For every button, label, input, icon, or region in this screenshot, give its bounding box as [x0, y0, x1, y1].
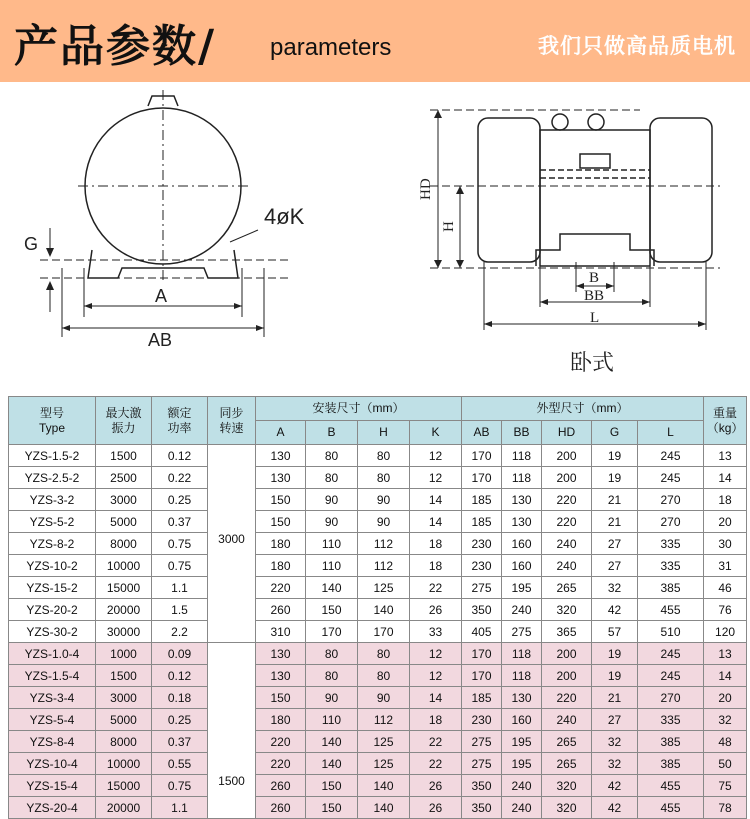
value-cell: 270 — [638, 489, 704, 511]
value-cell: 220 — [256, 731, 306, 753]
value-cell: 12 — [410, 445, 462, 467]
value-cell: 220 — [542, 489, 592, 511]
value-cell: 0.25 — [152, 489, 208, 511]
value-cell: 10000 — [96, 753, 152, 775]
value-cell: 0.37 — [152, 731, 208, 753]
value-cell: 42 — [592, 797, 638, 819]
value-cell: 32 — [592, 731, 638, 753]
table-row — [9, 665, 747, 687]
model-cell: YZS-1.0-4 — [9, 643, 96, 665]
value-cell: 80 — [306, 643, 358, 665]
value-cell: 260 — [256, 599, 306, 621]
model-cell: YZS-8-2 — [9, 533, 96, 555]
diagram-caption: 卧式 — [570, 350, 615, 375]
page-title-en: parameters — [270, 34, 392, 61]
value-cell: 14 — [410, 489, 462, 511]
header-outline: 外型尺寸（mm） — [462, 397, 704, 421]
value-cell: 385 — [638, 753, 704, 775]
value-cell: 31 — [704, 555, 747, 577]
value-cell: 455 — [638, 797, 704, 819]
value-cell: 220 — [256, 753, 306, 775]
label-hd: HD — [418, 178, 434, 200]
value-cell: 118 — [502, 467, 542, 489]
value-cell: 405 — [462, 621, 502, 643]
value-cell: 12 — [410, 643, 462, 665]
model-cell: YZS-20-2 — [9, 599, 96, 621]
value-cell: 1.5 — [152, 599, 208, 621]
value-cell: 335 — [638, 533, 704, 555]
value-cell: 32 — [704, 709, 747, 731]
value-cell: 27 — [592, 555, 638, 577]
value-cell: 240 — [542, 555, 592, 577]
side-view — [430, 110, 720, 330]
model-cell: YZS-8-4 — [9, 731, 96, 753]
header-sub-k: K — [410, 421, 462, 445]
sync-speed-cell: 3000 — [208, 445, 256, 643]
value-cell: 160 — [502, 533, 542, 555]
value-cell: 20000 — [96, 599, 152, 621]
value-cell: 26 — [410, 775, 462, 797]
value-cell: 0.12 — [152, 665, 208, 687]
table-row — [9, 687, 747, 709]
value-cell: 140 — [358, 775, 410, 797]
value-cell: 270 — [638, 511, 704, 533]
value-cell: 13 — [704, 643, 747, 665]
value-cell: 150 — [306, 775, 358, 797]
value-cell: 140 — [306, 577, 358, 599]
label-g: G — [24, 234, 39, 254]
value-cell: 130 — [256, 445, 306, 467]
value-cell: 14 — [410, 511, 462, 533]
value-cell: 245 — [638, 445, 704, 467]
value-cell: 170 — [462, 643, 502, 665]
table-row — [9, 797, 747, 819]
value-cell: 1.1 — [152, 797, 208, 819]
value-cell: 275 — [462, 577, 502, 599]
value-cell: 350 — [462, 599, 502, 621]
value-cell: 195 — [502, 753, 542, 775]
value-cell: 80 — [358, 643, 410, 665]
value-cell: 1500 — [96, 665, 152, 687]
value-cell: 240 — [542, 709, 592, 731]
value-cell: 80 — [358, 665, 410, 687]
value-cell: 20000 — [96, 797, 152, 819]
table-row — [9, 709, 747, 731]
value-cell: 2.2 — [152, 621, 208, 643]
header-force: 最大激 振力 — [96, 397, 152, 445]
value-cell: 18 — [704, 489, 747, 511]
value-cell: 80 — [306, 665, 358, 687]
value-cell: 90 — [358, 489, 410, 511]
value-cell: 120 — [704, 621, 747, 643]
table-row — [9, 555, 747, 577]
value-cell: 180 — [256, 709, 306, 731]
value-cell: 170 — [306, 621, 358, 643]
value-cell: 240 — [502, 797, 542, 819]
value-cell: 112 — [358, 533, 410, 555]
header-sub-bb: BB — [502, 421, 542, 445]
model-cell: YZS-5-2 — [9, 511, 96, 533]
model-cell: YZS-3-2 — [9, 489, 96, 511]
value-cell: 15000 — [96, 577, 152, 599]
value-cell: 19 — [592, 665, 638, 687]
value-cell: 90 — [306, 489, 358, 511]
value-cell: 245 — [638, 643, 704, 665]
value-cell: 185 — [462, 687, 502, 709]
value-cell: 1.1 — [152, 577, 208, 599]
header-weight: 重量 （kg） — [704, 397, 747, 445]
header-model: 型号 Type — [9, 397, 96, 445]
value-cell: 170 — [462, 665, 502, 687]
value-cell: 270 — [638, 687, 704, 709]
value-cell: 0.75 — [152, 533, 208, 555]
value-cell: 80 — [306, 467, 358, 489]
header-sub-h: H — [358, 421, 410, 445]
value-cell: 22 — [410, 731, 462, 753]
value-cell: 112 — [358, 555, 410, 577]
value-cell: 26 — [410, 797, 462, 819]
value-cell: 130 — [256, 643, 306, 665]
value-cell: 14 — [704, 665, 747, 687]
value-cell: 19 — [592, 445, 638, 467]
header-sync: 同步 转速 — [208, 397, 256, 445]
value-cell: 170 — [462, 467, 502, 489]
table-row — [9, 643, 747, 665]
table-row — [9, 753, 747, 775]
value-cell: 20 — [704, 687, 747, 709]
value-cell: 185 — [462, 511, 502, 533]
header-install: 安装尺寸（mm） — [256, 397, 462, 421]
value-cell: 320 — [542, 599, 592, 621]
value-cell: 265 — [542, 577, 592, 599]
value-cell: 150 — [256, 489, 306, 511]
value-cell: 8000 — [96, 533, 152, 555]
value-cell: 32 — [592, 753, 638, 775]
value-cell: 230 — [462, 533, 502, 555]
value-cell: 130 — [256, 665, 306, 687]
label-h: H — [441, 221, 457, 232]
value-cell: 22 — [410, 753, 462, 775]
header-sub-a: A — [256, 421, 306, 445]
value-cell: 12 — [410, 665, 462, 687]
model-cell: YZS-20-4 — [9, 797, 96, 819]
value-cell: 50 — [704, 753, 747, 775]
value-cell: 118 — [502, 445, 542, 467]
label-bb: BB — [584, 288, 605, 304]
value-cell: 310 — [256, 621, 306, 643]
value-cell: 1000 — [96, 643, 152, 665]
model-cell: YZS-1.5-2 — [9, 445, 96, 467]
value-cell: 48 — [704, 731, 747, 753]
value-cell: 335 — [638, 709, 704, 731]
value-cell: 13 — [704, 445, 747, 467]
value-cell: 0.55 — [152, 753, 208, 775]
value-cell: 80 — [358, 445, 410, 467]
value-cell: 110 — [306, 709, 358, 731]
value-cell: 150 — [256, 687, 306, 709]
value-cell: 150 — [306, 797, 358, 819]
value-cell: 130 — [502, 489, 542, 511]
value-cell: 21 — [592, 687, 638, 709]
value-cell: 220 — [542, 511, 592, 533]
value-cell: 18 — [410, 533, 462, 555]
header-banner — [0, 0, 750, 82]
value-cell: 195 — [502, 577, 542, 599]
value-cell: 140 — [358, 797, 410, 819]
value-cell: 125 — [358, 577, 410, 599]
table-row — [9, 533, 747, 555]
value-cell: 22 — [410, 577, 462, 599]
value-cell: 90 — [358, 687, 410, 709]
value-cell: 240 — [502, 599, 542, 621]
table-row — [9, 577, 747, 599]
value-cell: 0.37 — [152, 511, 208, 533]
value-cell: 130 — [502, 511, 542, 533]
value-cell: 230 — [462, 709, 502, 731]
value-cell: 455 — [638, 599, 704, 621]
value-cell: 5000 — [96, 511, 152, 533]
value-cell: 160 — [502, 555, 542, 577]
value-cell: 125 — [358, 753, 410, 775]
value-cell: 170 — [358, 621, 410, 643]
value-cell: 14 — [704, 467, 747, 489]
page-title: 产品参数/ — [14, 21, 217, 72]
value-cell: 350 — [462, 797, 502, 819]
label-ab: AB — [148, 330, 173, 350]
value-cell: 200 — [542, 665, 592, 687]
header-sub-g: G — [592, 421, 638, 445]
label-k: 4øK — [264, 204, 305, 229]
value-cell: 26 — [410, 599, 462, 621]
value-cell: 12 — [410, 467, 462, 489]
value-cell: 385 — [638, 577, 704, 599]
value-cell: 320 — [542, 775, 592, 797]
value-cell: 385 — [638, 731, 704, 753]
value-cell: 118 — [502, 665, 542, 687]
value-cell: 18 — [410, 709, 462, 731]
value-cell: 80 — [358, 467, 410, 489]
label-a: A — [155, 286, 168, 306]
label-l: L — [590, 310, 600, 326]
value-cell: 2500 — [96, 467, 152, 489]
header-sub-hd: HD — [542, 421, 592, 445]
value-cell: 260 — [256, 797, 306, 819]
table-row — [9, 467, 747, 489]
value-cell: 27 — [592, 709, 638, 731]
value-cell: 27 — [592, 533, 638, 555]
value-cell: 42 — [592, 775, 638, 797]
value-cell: 0.75 — [152, 555, 208, 577]
value-cell: 140 — [306, 731, 358, 753]
table-row — [9, 511, 747, 533]
value-cell: 10000 — [96, 555, 152, 577]
value-cell: 0.75 — [152, 775, 208, 797]
model-cell: YZS-5-4 — [9, 709, 96, 731]
value-cell: 57 — [592, 621, 638, 643]
value-cell: 19 — [592, 643, 638, 665]
header-power: 额定 功率 — [152, 397, 208, 445]
value-cell: 200 — [542, 643, 592, 665]
value-cell: 200 — [542, 445, 592, 467]
dimension-diagram — [0, 82, 750, 390]
value-cell: 275 — [462, 753, 502, 775]
parameters-table — [8, 396, 747, 819]
value-cell: 170 — [462, 445, 502, 467]
value-cell: 240 — [542, 533, 592, 555]
slogan: 我们只做高品质电机 — [538, 34, 736, 58]
value-cell: 21 — [592, 489, 638, 511]
value-cell: 0.18 — [152, 687, 208, 709]
value-cell: 90 — [306, 687, 358, 709]
value-cell: 112 — [358, 709, 410, 731]
value-cell: 1500 — [96, 445, 152, 467]
value-cell: 90 — [358, 511, 410, 533]
value-cell: 0.12 — [152, 445, 208, 467]
header-sub-l: L — [638, 421, 704, 445]
value-cell: 14 — [410, 687, 462, 709]
value-cell: 42 — [592, 599, 638, 621]
value-cell: 5000 — [96, 709, 152, 731]
model-cell: YZS-30-2 — [9, 621, 96, 643]
value-cell: 220 — [256, 577, 306, 599]
model-cell: YZS-10-4 — [9, 753, 96, 775]
value-cell: 30000 — [96, 621, 152, 643]
value-cell: 110 — [306, 533, 358, 555]
value-cell: 265 — [542, 731, 592, 753]
header-sub-b: B — [306, 421, 358, 445]
value-cell: 15000 — [96, 775, 152, 797]
value-cell: 46 — [704, 577, 747, 599]
table-row — [9, 445, 747, 467]
value-cell: 335 — [638, 555, 704, 577]
value-cell: 220 — [542, 687, 592, 709]
value-cell: 265 — [542, 753, 592, 775]
value-cell: 20 — [704, 511, 747, 533]
value-cell: 33 — [410, 621, 462, 643]
model-cell: YZS-1.5-4 — [9, 665, 96, 687]
value-cell: 455 — [638, 775, 704, 797]
value-cell: 19 — [592, 467, 638, 489]
value-cell: 150 — [306, 599, 358, 621]
value-cell: 130 — [502, 687, 542, 709]
value-cell: 240 — [502, 775, 542, 797]
value-cell: 365 — [542, 621, 592, 643]
value-cell: 275 — [502, 621, 542, 643]
value-cell: 140 — [358, 599, 410, 621]
model-cell: YZS-2.5-2 — [9, 467, 96, 489]
sync-speed-cell: 1500 — [208, 643, 256, 819]
value-cell: 125 — [358, 731, 410, 753]
value-cell: 320 — [542, 797, 592, 819]
model-cell: YZS-3-4 — [9, 687, 96, 709]
value-cell: 140 — [306, 753, 358, 775]
table-row — [9, 731, 747, 753]
value-cell: 90 — [306, 511, 358, 533]
table-row — [9, 621, 747, 643]
value-cell: 0.25 — [152, 709, 208, 731]
value-cell: 150 — [256, 511, 306, 533]
value-cell: 160 — [502, 709, 542, 731]
value-cell: 260 — [256, 775, 306, 797]
table-row — [9, 599, 747, 621]
value-cell: 130 — [256, 467, 306, 489]
value-cell: 78 — [704, 797, 747, 819]
value-cell: 275 — [462, 731, 502, 753]
value-cell: 21 — [592, 511, 638, 533]
value-cell: 180 — [256, 533, 306, 555]
model-cell: YZS-15-4 — [9, 775, 96, 797]
value-cell: 3000 — [96, 489, 152, 511]
header-sub-ab: AB — [462, 421, 502, 445]
value-cell: 245 — [638, 665, 704, 687]
model-cell: YZS-15-2 — [9, 577, 96, 599]
table-row — [9, 489, 747, 511]
value-cell: 200 — [542, 467, 592, 489]
value-cell: 110 — [306, 555, 358, 577]
value-cell: 8000 — [96, 731, 152, 753]
value-cell: 180 — [256, 555, 306, 577]
value-cell: 30 — [704, 533, 747, 555]
value-cell: 18 — [410, 555, 462, 577]
value-cell: 76 — [704, 599, 747, 621]
value-cell: 75 — [704, 775, 747, 797]
value-cell: 245 — [638, 467, 704, 489]
value-cell: 118 — [502, 643, 542, 665]
value-cell: 185 — [462, 489, 502, 511]
model-cell: YZS-10-2 — [9, 555, 96, 577]
value-cell: 195 — [502, 731, 542, 753]
value-cell: 510 — [638, 621, 704, 643]
value-cell: 230 — [462, 555, 502, 577]
value-cell: 80 — [306, 445, 358, 467]
table-row — [9, 775, 747, 797]
value-cell: 32 — [592, 577, 638, 599]
value-cell: 0.22 — [152, 467, 208, 489]
value-cell: 0.09 — [152, 643, 208, 665]
value-cell: 3000 — [96, 687, 152, 709]
label-b: B — [589, 270, 600, 286]
value-cell: 350 — [462, 775, 502, 797]
